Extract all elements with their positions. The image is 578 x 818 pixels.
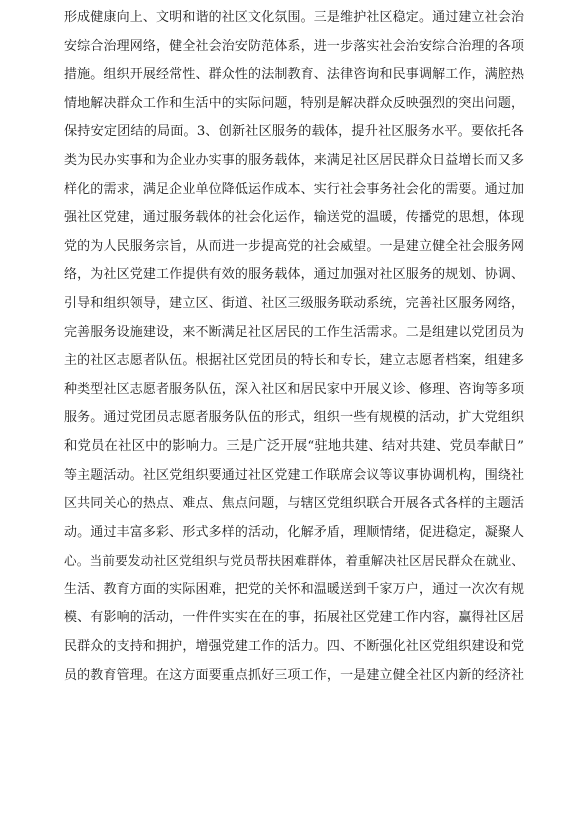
text-line-14: 种类型社区志愿者服务队伍，深入社区和居民家中开展义诊、修理、咨询等多项 (64, 381, 524, 397)
text-line-3: 措施。组织开展经常性、群众性的法制教育、法律咨询和民事调解工作，满腔热 (64, 67, 524, 83)
text-line-4: 情地解决群众工作和生活中的实际问题，特别是解决群众反映强烈的突出问题， (64, 95, 524, 111)
text-line-18: 区共同关心的热点、难点、焦点问题，与辖区党组织联合开展各式各样的主题活 (64, 496, 524, 512)
text-line-15: 服务。通过党团员志愿者服务队伍的形式，组织一些有规模的活动，扩大党组织 (64, 410, 524, 426)
text-line-22: 模、有影响的活动，一件件实实在在的事，拓展社区党建工作内容，赢得社区居 (64, 610, 524, 626)
text-line-17: 等主题活动。社区党组织要通过社区党建工作联席会议等议事协调机构，围绕社 (64, 467, 524, 483)
body-text (64, 4, 524, 690)
text-line-11: 引导和组织领导，建立区、街道、社区三级服务联动系统，完善社区服务网络， (64, 295, 524, 311)
text-line-2: 安综合治理网络，健全社会治安防范体系，进一步落实社会治安综合治理的各项 (64, 38, 524, 54)
text-line-21: 生活、教育方面的实际困难，把党的关怀和温暖送到千家万户，通过一次次有规 (64, 581, 524, 597)
text-line-13: 主的社区志愿者队伍。根据社区党团员的特长和专长，建立志愿者档案，组建多 (64, 353, 524, 369)
text-line-10: 络，为社区党建工作提供有效的服务载体，通过加强对社区服务的规划、协调、 (64, 267, 524, 283)
text-line-5: 保持安定团结的局面。3、创新社区服务的载体，提升社区服务水平。要依托各 (64, 124, 524, 140)
text-line-12: 完善服务设施建设，来不断满足社区居民的工作生活需求。二是组建以党团员为 (64, 324, 524, 340)
text-line-20: 心。当前要发动社区党组织与党员帮扶困难群体，着重解决社区居民群众在就业、 (64, 553, 524, 569)
text-line-16: 和党员在社区中的影响力。三是广泛开展“驻地共建、结对共建、党员奉献日” (64, 438, 524, 454)
text-line-19: 动。通过丰富多彩、形式多样的活动，化解矛盾，理顺情绪，促进稳定，凝聚人 (64, 524, 524, 540)
text-line-7: 样化的需求，满足企业单位降低运作成本、实行社会事务社会化的需要。通过加 (64, 181, 524, 197)
text-line-8: 强社区党建，通过服务载体的社会化运作，输送党的温暖，传播党的思想，体现 (64, 210, 524, 226)
text-line-9: 党的为人民服务宗旨，从而进一步提高党的社会威望。一是建立健全社会服务网 (64, 238, 524, 254)
text-line-6: 类为民办实事和为企业办实事的服务载体，来满足社区居民群众日益增长而又多 (64, 152, 524, 168)
text-line-24: 员的教育管理。在这方面要重点抓好三项工作，一是建立健全社区内新的经济社 (64, 667, 524, 683)
text-line-23: 民群众的支持和拥护，增强党建工作的活力。四、不断强化社区党组织建设和党 (64, 639, 524, 655)
text-line-1: 形成健康向上、文明和谐的社区文化氛围。三是维护社区稳定。通过建立社会治 (64, 10, 524, 25)
